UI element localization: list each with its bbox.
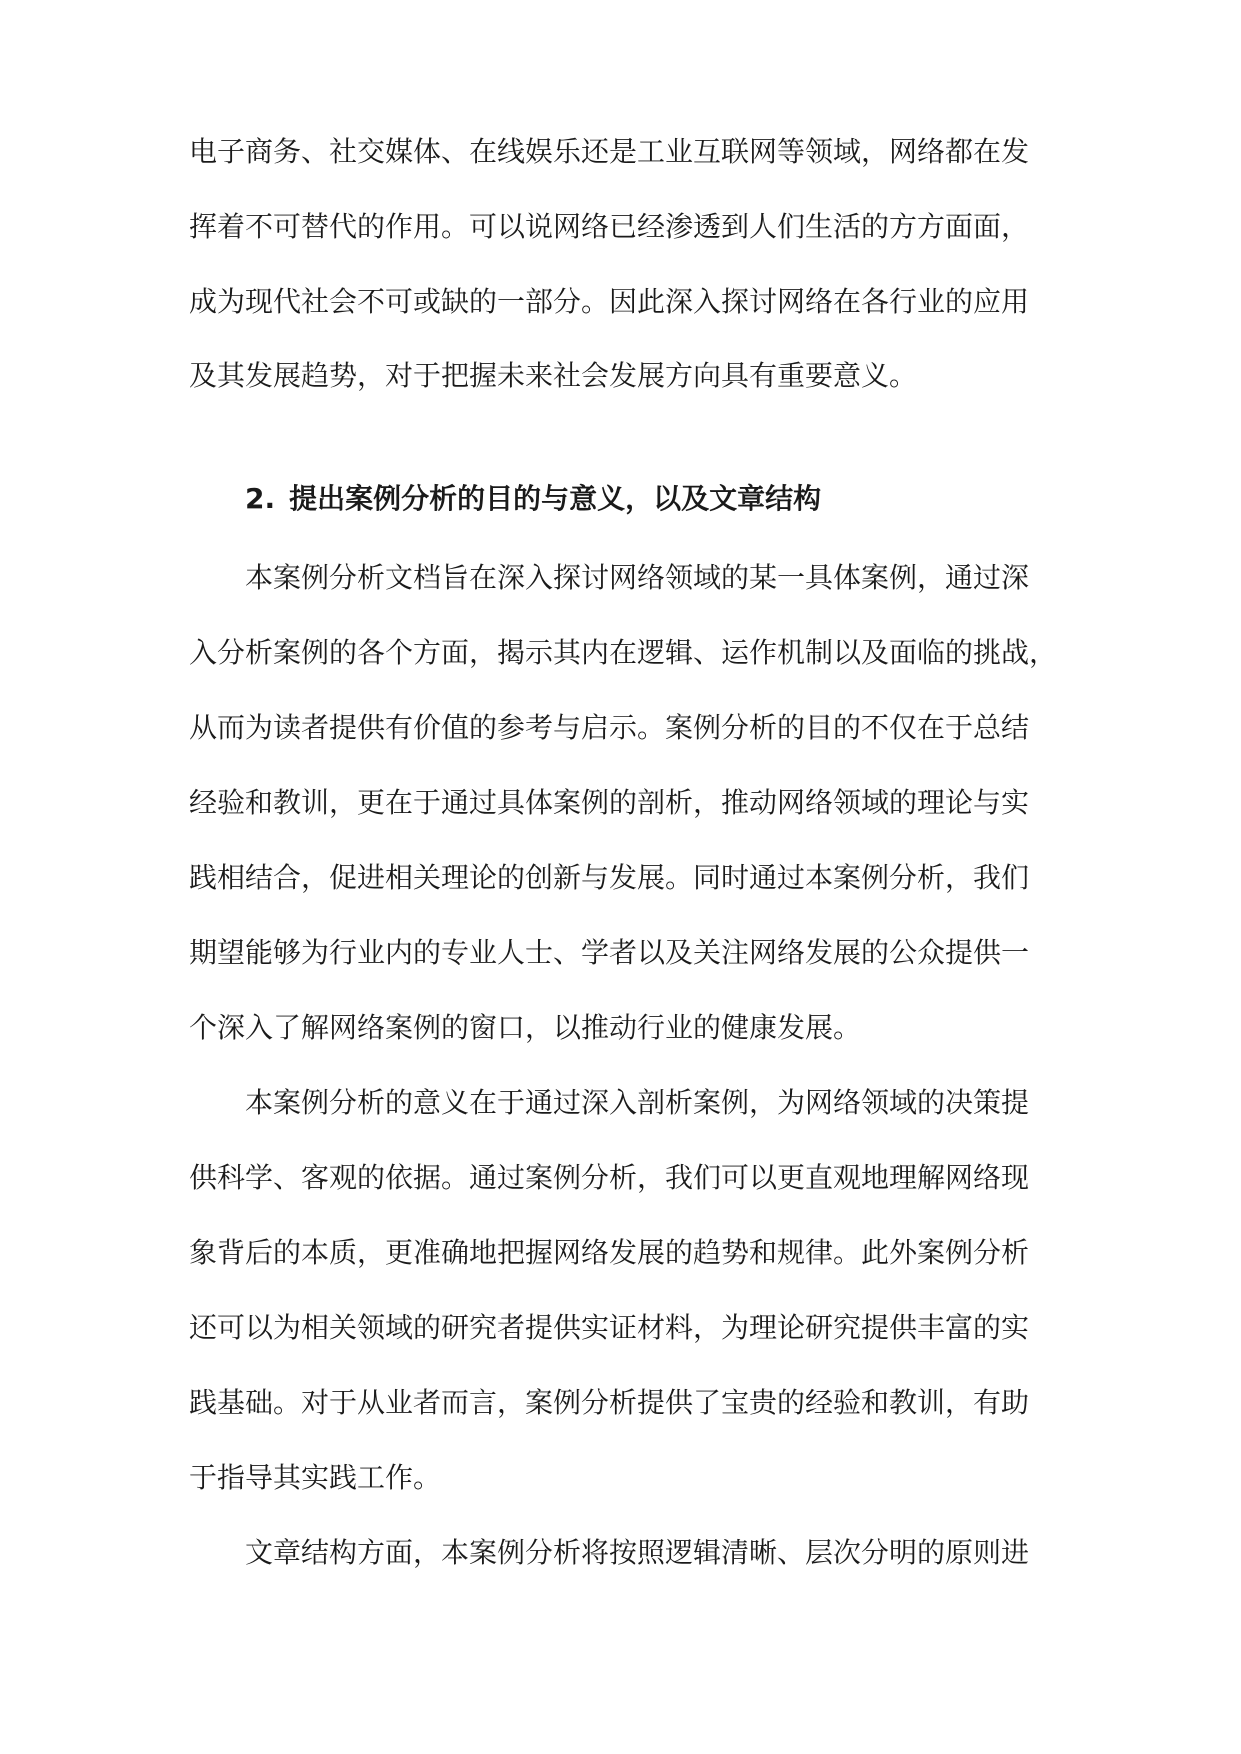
intro-line-1: 电子商务、社交媒体、在线娱乐还是工业互联网等领域，网络都在发 <box>189 135 1030 168</box>
paragraph-2-line-1: 本案例分析的意义在于通过深入剖析案例，为网络领域的决策提 <box>245 1086 1030 1119</box>
section-number: 2. <box>245 482 276 515</box>
paragraph-1-line-1: 本案例分析文档旨在深入探讨网络领域的某一具体案例，通过深 <box>245 561 1030 594</box>
paragraph-2-line-5: 践基础。对于从业者而言，案例分析提供了宝贵的经验和教训，有助 <box>189 1386 1030 1419</box>
paragraph-1-line-4: 经验和教训，更在于通过具体案例的剖析，推动网络领域的理论与实 <box>189 786 1030 819</box>
paragraph-2-line-4: 还可以为相关领域的研究者提供实证材料，为理论研究提供丰富的实 <box>189 1311 1030 1344</box>
intro-line-2: 挥着不可替代的作用。可以说网络已经渗透到人们生活的方方面面， <box>189 210 1030 243</box>
paragraph-2-line-2: 供科学、客观的依据。通过案例分析，我们可以更直观地理解网络现 <box>189 1161 1030 1194</box>
intro-line-3: 成为现代社会不可或缺的一部分。因此深入探讨网络在各行业的应用 <box>189 285 1030 318</box>
paragraph-2-line-6: 于指导其实践工作。 <box>189 1461 442 1494</box>
intro-line-4: 及其发展趋势，对于把握未来社会发展方向具有重要意义。 <box>189 359 918 392</box>
paragraph-1-line-7: 个深入了解网络案例的窗口，以推动行业的健康发展。 <box>189 1011 862 1044</box>
paragraph-1-line-6: 期望能够为行业内的专业人士、学者以及关注网络发展的公众提供一 <box>189 936 1030 969</box>
section-title: 提出案例分析的目的与意义，以及文章结构 <box>289 482 822 515</box>
section-heading <box>245 481 821 517</box>
paragraph-1-line-3: 从而为读者提供有价值的参考与启示。案例分析的目的不仅在于总结 <box>189 711 1030 744</box>
paragraph-2-line-3: 象背后的本质，更准确地把握网络发展的趋势和规律。此外案例分析 <box>189 1236 1030 1269</box>
paragraph-1-line-2: 入分析案例的各个方面，揭示其内在逻辑、运作机制以及面临的挑战， <box>189 636 1058 669</box>
paragraph-3-line-1: 文章结构方面，本案例分析将按照逻辑清晰、层次分明的原则进 <box>245 1536 1030 1569</box>
paragraph-1-line-5: 践相结合，促进相关理论的创新与发展。同时通过本案例分析，我们 <box>189 861 1030 894</box>
